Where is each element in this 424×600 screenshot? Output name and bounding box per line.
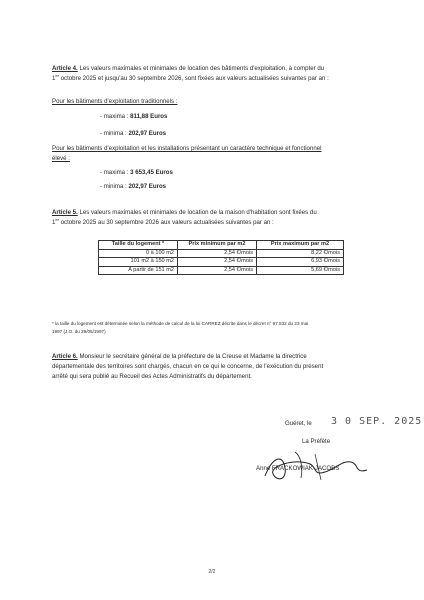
article5-intro — [52, 208, 382, 228]
rent-table — [98, 240, 344, 275]
article4-date-sup: er — [55, 72, 59, 78]
article4-tech-max-label: - maxima : — [100, 169, 129, 176]
rent-table-min: 2,54 €/mois — [178, 258, 257, 267]
signatory-title: La Préfète — [302, 438, 331, 445]
article4-trad-max — [100, 112, 167, 122]
article4-tech-min-value: 202,97 Euros — [128, 183, 167, 190]
article6-line3: arrêté qui sera publié au Recueil des Actes Administratifs du département. — [52, 373, 252, 380]
rent-table-header-row — [99, 241, 344, 250]
article4-intro — [52, 64, 382, 84]
article6-label: Article 6. — [52, 353, 78, 360]
article5-footnote — [52, 320, 382, 336]
rent-table-min: 2,54 €/mois — [178, 249, 257, 258]
article4-trad-heading: Pour les bâtiments d'exploitation traditionnels : — [52, 98, 178, 105]
footnote-line1: * la taille du logement est déterminée selon la méthode de calcul de la loi CARREZ décrite dans le décret n° 97.532 du 23 mai — [52, 321, 309, 326]
article5-date-sup: er — [55, 216, 59, 222]
rent-table-max: 8,22 €/mois — [257, 249, 344, 258]
rent-table-size: A partir de 151 m2 — [99, 266, 178, 275]
rent-table-max: 5,69 €/mois — [257, 266, 344, 275]
article4-tech-min-label: - minima : — [100, 183, 127, 190]
article5-intro-line1: Les valeurs maximales et minimales de location de la maison d'habitation sont fixées du — [79, 209, 317, 216]
article4-tech-max-value: 3 653,45 Euros — [130, 169, 173, 176]
article6-line1: Monsieur le secrétaire général de la préfecture de la Creuse et Madame la directrice — [79, 353, 307, 360]
signatory-name: Anne FRACKOWIAK-JACOBS — [256, 465, 340, 472]
article5-label: Article 5. — [52, 209, 78, 216]
article4-tech-min — [100, 182, 166, 192]
table-row — [99, 249, 344, 258]
rent-table-size: 0 à 100 m2 — [99, 249, 178, 258]
table-row — [99, 258, 344, 267]
rent-table-header-size: Taille du logement * — [99, 241, 178, 250]
signature-place: Guéret, le — [285, 420, 312, 427]
article5-date-day: 1 — [52, 219, 56, 226]
article4-trad-max-value: 811,88 Euros — [130, 113, 168, 120]
date-stamp: 3 0 SEP. 2025 — [331, 416, 423, 427]
article4-trad-min — [100, 129, 166, 139]
article4-label: Article 4. — [52, 65, 78, 72]
article6-text — [52, 352, 382, 382]
footnote-line2: 1997 (J.O. du 29/05/1997) — [52, 329, 106, 334]
rent-table-header-max: Prix maximum par m2 — [257, 241, 344, 250]
article6-line2: départementale des territoires sont chargés, chacun en ce qui le concerne, de l'exécution du présent — [52, 363, 324, 370]
page-number: 2/2 — [208, 569, 216, 575]
article4-trad-max-label: - maxima : — [100, 113, 129, 120]
rent-table-min: 2,54 €/mois — [178, 266, 257, 275]
rent-table-header-min: Prix minimum par m2 — [178, 241, 257, 250]
article4-tech-max — [100, 168, 173, 178]
rent-table-size: 101 m2 à 150 m2 — [99, 258, 178, 267]
article4-trad-min-value: 202,97 Euros — [128, 130, 167, 137]
article4-tech-heading-line2: élevé : — [52, 155, 70, 162]
article4-trad-min-label: - minima : — [100, 130, 127, 137]
article4-date-day: 1 — [52, 75, 56, 82]
article4-tech-heading — [52, 144, 382, 164]
rent-table-max: 6,93 €/mois — [257, 258, 344, 267]
article4-intro-line1: Les valeurs maximales et minimales de location des bâtiments d'exploitation, à compter du — [79, 65, 325, 72]
article4-tech-heading-line1: Pour les bâtiments d'exploitation et les installations présentant un caractère technique et fonctionnel — [52, 145, 322, 152]
article4-intro-line2: octobre 2025 et jusqu'au 30 septembre 2026, sont fixées aux valeurs actualisées suivantes par an : — [60, 75, 329, 82]
article5-intro-line2: octobre 2025 au 30 septembre 2026 aux valeurs actualisées suivantes par an : — [60, 219, 274, 226]
table-row — [99, 266, 344, 275]
